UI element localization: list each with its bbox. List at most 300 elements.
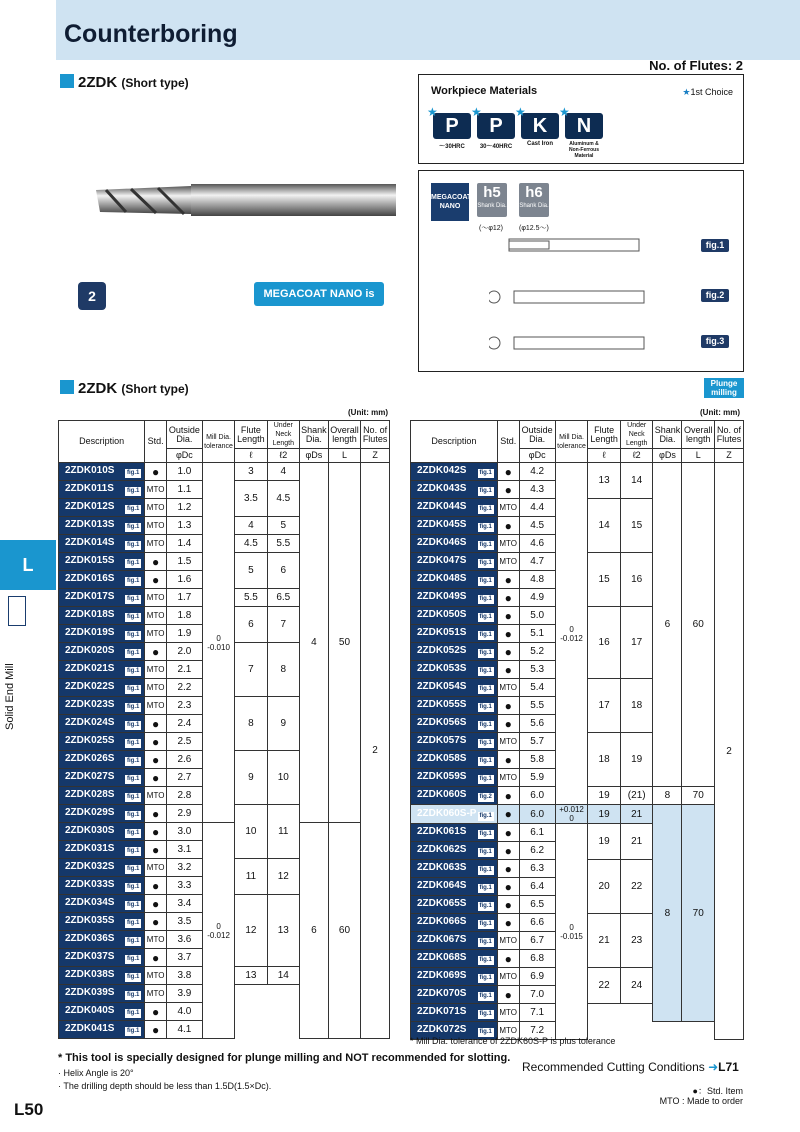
fig-tag: fig.1 — [126, 506, 140, 512]
fig-tag: fig.1 — [479, 740, 492, 746]
outside-dia: 7.2 — [519, 1022, 555, 1040]
neck-length: 4 — [267, 463, 299, 481]
std-mark: ● — [497, 787, 519, 805]
product-code: 2ZDK069S fig.1 — [411, 968, 498, 986]
std-mark: MTO — [145, 517, 167, 535]
square-icon — [60, 74, 74, 88]
fig-tag: fig.1 — [126, 578, 140, 584]
outside-dia: 3.9 — [166, 985, 202, 1003]
product-code: 2ZDK022S fig.1 — [59, 679, 145, 697]
std-mark: MTO — [145, 931, 167, 949]
product-code: 2ZDK012S fig.1 — [59, 499, 145, 517]
fig-tag: fig.1 — [126, 920, 140, 926]
drill-note: · The drilling depth should be less than 1.5D(1.5×Dc). — [58, 1081, 272, 1091]
fig-tag: fig.1 — [479, 885, 492, 891]
shank-dia: 8 — [653, 805, 682, 1022]
col-od: Outside Dia. — [166, 421, 202, 449]
std-mark: MTO — [497, 1022, 519, 1040]
fig-tag: fig.1 — [126, 542, 140, 548]
outside-dia: 4.7 — [519, 553, 555, 571]
outside-dia: 5.9 — [519, 769, 555, 787]
fig-tag: fig.1 — [479, 470, 492, 476]
fig2-label: fig.2 — [701, 289, 729, 302]
std-mark: ● — [145, 715, 167, 733]
shank-dia: 4 — [299, 463, 328, 823]
neck-length: (21) — [620, 787, 653, 805]
flute-length: 16 — [588, 607, 621, 679]
flutes: 2 — [715, 463, 744, 1040]
product-code: 2ZDK067S fig.1 — [411, 932, 498, 950]
product-code: 2ZDK032S fig.1 — [59, 859, 145, 877]
product-code: 2ZDK031S fig.1 — [59, 841, 145, 859]
material-n: ★ N Aluminum & Non-Ferrous Material — [565, 113, 603, 151]
std-mark: ● — [145, 805, 167, 823]
fig-tag: fig.1 — [479, 903, 492, 909]
fig-tag: fig.1 — [126, 596, 140, 602]
std-mark: MTO — [145, 481, 167, 499]
tolerance: 0 -0.012 — [555, 463, 588, 805]
fig-tag: fig.1 — [126, 524, 140, 530]
std-mark: MTO — [497, 535, 519, 553]
fig-tag: fig.1 — [479, 776, 492, 782]
arrow-icon: ➜ — [708, 1060, 719, 1074]
fig-tag: fig.1 — [479, 812, 492, 819]
fig-tag: fig.1 — [479, 849, 492, 855]
product-code: 2ZDK027S fig.1 — [59, 769, 145, 787]
neck-length: 6.5 — [267, 589, 299, 607]
flutes-count: No. of Flutes: 2 — [649, 58, 743, 73]
outside-dia: 5.6 — [519, 715, 555, 733]
product-code: 2ZDK053S fig.1 — [411, 661, 498, 679]
shank-dia: 8 — [653, 787, 682, 805]
outside-dia: 6.0 — [519, 805, 555, 824]
std-mark: MTO — [145, 679, 167, 697]
product-code: 2ZDK061S fig.1 — [411, 824, 498, 842]
std-mark: MTO — [145, 859, 167, 877]
outside-dia: 3.7 — [166, 949, 202, 967]
outside-dia: 3.6 — [166, 931, 202, 949]
col-shank: Shank Dia. — [653, 421, 682, 449]
product-code: 2ZDK046S fig.1 — [411, 535, 498, 553]
std-mark: ● — [145, 733, 167, 751]
outside-dia: 3.3 — [166, 877, 202, 895]
neck-length: 4.5 — [267, 481, 299, 517]
outside-dia: 3.1 — [166, 841, 202, 859]
neck-length: 16 — [620, 553, 653, 607]
fig1-label: fig.1 — [701, 239, 729, 252]
fig-tag: fig.1 — [479, 1029, 492, 1035]
std-mark: ● — [145, 751, 167, 769]
fig-tag: fig.1 — [479, 957, 492, 963]
flutes: 2 — [361, 463, 390, 1039]
h5-badge: h5 Shank Dia. — [477, 183, 507, 217]
col-std: Std. — [145, 421, 167, 463]
fig-tag: fig.1 — [479, 831, 492, 837]
star-icon: ★ — [515, 105, 526, 119]
h6-badge: h6 Shank Dia. — [519, 183, 549, 217]
std-mark: ● — [497, 878, 519, 896]
std-mark: ● — [145, 949, 167, 967]
outside-dia: 2.7 — [166, 769, 202, 787]
outside-dia: 7.0 — [519, 986, 555, 1004]
outside-dia: 4.6 — [519, 535, 555, 553]
std-mark: MTO — [497, 968, 519, 986]
col-neck: Under Neck Length — [267, 421, 299, 449]
neck-length: 14 — [620, 463, 653, 499]
product-code: 2ZDK037S fig.1 — [59, 949, 145, 967]
product-code: 2ZDK068S fig.1 — [411, 950, 498, 968]
outside-dia: 1.2 — [166, 499, 202, 517]
std-mark: ● — [497, 517, 519, 535]
product-code: 2ZDK015S fig.1 — [59, 553, 145, 571]
fig-tag: fig.1 — [479, 867, 492, 873]
outside-dia: 5.2 — [519, 643, 555, 661]
flute-length: 6 — [235, 607, 267, 643]
outside-dia: 3.8 — [166, 967, 202, 985]
std-mark: ● — [145, 823, 167, 841]
product-code: 2ZDK039S fig.1 — [59, 985, 145, 1003]
fig-tag: fig.1 — [126, 488, 140, 494]
fig-tag: fig.1 — [479, 560, 492, 566]
fig-tag: fig.1 — [126, 884, 140, 890]
product-code: 2ZDK054S fig.1 — [411, 679, 498, 697]
product-code: 2ZDK021S fig.1 — [59, 661, 145, 679]
outside-dia: 1.1 — [166, 481, 202, 499]
std-mark: ● — [145, 895, 167, 913]
material-p1: ★ P ～30HRC — [433, 113, 471, 151]
fig3-label: fig.3 — [701, 335, 729, 348]
flute-length: 5 — [235, 553, 267, 589]
std-mark: ● — [497, 571, 519, 589]
fig-tag: fig.1 — [479, 686, 492, 692]
outside-dia: 1.8 — [166, 607, 202, 625]
outside-dia: 1.3 — [166, 517, 202, 535]
outside-dia: 1.4 — [166, 535, 202, 553]
overall-length: 60 — [682, 463, 715, 787]
outside-dia: 4.2 — [519, 463, 555, 481]
outside-dia: 3.5 — [166, 913, 202, 931]
outside-dia: 1.5 — [166, 553, 202, 571]
table-row — [59, 823, 390, 841]
fig-tag: fig.1 — [479, 524, 492, 530]
product-code: 2ZDK035S fig.1 — [59, 913, 145, 931]
outside-dia: 5.1 — [519, 625, 555, 643]
flute-length: 9 — [235, 751, 267, 805]
std-mark: MTO — [145, 985, 167, 1003]
std-mark: ● — [497, 896, 519, 914]
product-code: 2ZDK045S fig.1 — [411, 517, 498, 535]
table-row — [59, 463, 390, 481]
mill-note: * Mill Dia. tolerance of 2ZDK60S-P is plus tolerance — [410, 1036, 616, 1046]
product-code: 2ZDK040S fig.1 — [59, 1003, 145, 1021]
std-mark: MTO — [145, 589, 167, 607]
outside-dia: 2.9 — [166, 805, 202, 823]
fig-tag: fig.1 — [479, 993, 492, 999]
product-code: 2ZDK011S fig.1 — [59, 481, 145, 499]
neck-length: 21 — [620, 805, 653, 824]
tolerance: 0 -0.010 — [202, 463, 234, 823]
fig-tag: fig.1 — [126, 830, 140, 836]
side-tab-l: L — [0, 540, 56, 590]
star-icon: ★ — [559, 105, 570, 119]
product-code: 2ZDK060S-P fig.1 — [411, 805, 498, 824]
neck-length: 5.5 — [267, 535, 299, 553]
flute-length: 4.5 — [235, 535, 267, 553]
neck-length: 6 — [267, 553, 299, 589]
product-code: 2ZDK036S fig.1 — [59, 931, 145, 949]
figure-box — [418, 170, 744, 372]
spec-table-right: Description Std. Outside Dia. Mill Dia. tolerance Flute Length Under Neck Length Shank Dia. Overall length No. of Flutes φDc ℓ ℓ2 φDs L Z 2ZDK042S fig.1 ● 4.2 0 -0.012 13 14 6 60 2 2ZDK043S fig.1 ● 4.3 2ZDK044S fig.1 MTO 4.4 14 15 2ZDK045S fig.1 ● 4.5 2ZDK046S fig.1 MTO 4.6 2ZDK047S fig.1 MTO 4.7 15 16 2ZDK048S fig.1 ● 4.8 2ZDK049S fig.1 ● 4.9 2ZDK050S fig.1 ● 5.0 16 17 2ZDK051S fig.1 ● 5.1 2ZDK052S fig.1 ● 5.2 2ZDK053S fig.1 ● 5.3 2ZDK054S fig.1 MTO 5.4 17 18 2ZDK055S fig.1 ● 5.5 2ZDK056S fig.1 ● 5.6 2ZDK057S fig.1 MTO 5.7 18 19 2ZDK058S fig.1 ● 5.8 2ZDK059S fig.1 MTO 5.9 2ZDK060S fig.2 ● 6.0 19 (21) 8 70 2ZDK060S-P fig.1 ● 6.0 +0.012 0 19 21 8 70 2ZDK061S fig.1 ● 6.1 0 -0.015 19 21 2ZDK062S fig.1 ● 6.2 2ZDK063S fig.1 ● 6.3 20 22 2ZDK064S fig.1 ● 6.4 2ZDK065S fig.1 ● 6.5 2ZDK066S fig.1 ● 6.6 21 23 2ZDK067S fig.1 MTO 6.7 2ZDK068S fig.1 ● 6.8 2ZDK069S fig.1 MTO 6.9 22 24 2ZDK070S fig.1 ● 7.0 2ZDK071S fig.1 MTO 7.1 2ZDK072S fig.1 MTO 7.2 — [410, 420, 744, 1040]
flute-length: 7 — [235, 643, 267, 697]
std-mark: MTO — [145, 697, 167, 715]
product-code: 2ZDK018S fig.1 — [59, 607, 145, 625]
outside-dia: 6.0 — [519, 787, 555, 805]
flute-length: 17 — [588, 679, 621, 733]
std-mark: ● — [145, 913, 167, 931]
flute-length: 3 — [235, 463, 267, 481]
neck-length: 5 — [267, 517, 299, 535]
product-code: 2ZDK056S fig.1 — [411, 715, 498, 733]
unit-left: (Unit: mm) — [348, 408, 388, 417]
fig-tag: fig.1 — [126, 614, 140, 620]
fig-tag: fig.1 — [479, 758, 492, 764]
std-mark: ● — [145, 553, 167, 571]
neck-length: 10 — [267, 751, 299, 805]
product-code: 2ZDK016S fig.1 — [59, 571, 145, 589]
product-code: 2ZDK063S fig.1 — [411, 860, 498, 878]
flute-length: 13 — [235, 967, 267, 985]
helix-note: · Helix Angle is 20° — [58, 1068, 134, 1078]
std-mark: MTO — [145, 967, 167, 985]
col-description: Description — [59, 421, 145, 463]
product-code: 2ZDK052S fig.1 — [411, 643, 498, 661]
flute-length: 3.5 — [235, 481, 267, 517]
outside-dia: 2.6 — [166, 751, 202, 769]
fig-tag: fig.1 — [479, 488, 492, 494]
overall-length: 50 — [328, 463, 360, 823]
std-mark: ● — [145, 877, 167, 895]
std-mark: ● — [497, 661, 519, 679]
tool-image — [96, 170, 396, 230]
fig-tag: fig.1 — [126, 992, 140, 998]
material-p2: ★ P 30～40HRC — [477, 113, 515, 151]
section-title-1: 2ZDK (Short type) — [60, 74, 189, 91]
std-mark: ● — [145, 769, 167, 787]
col-description: Description — [411, 421, 498, 463]
megacoat-applied: MEGACOAT NANO is applied — [254, 282, 384, 306]
outside-dia: 3.4 — [166, 895, 202, 913]
h5-caption: (～φ12) — [479, 225, 503, 232]
fig-tag: fig.1 — [479, 704, 492, 710]
product-code: 2ZDK062S fig.1 — [411, 842, 498, 860]
fig-tag: fig.1 — [126, 956, 140, 962]
product-code: 2ZDK024S fig.1 — [59, 715, 145, 733]
flute-length: 12 — [235, 895, 267, 967]
outside-dia: 5.8 — [519, 751, 555, 769]
std-mark: ● — [497, 625, 519, 643]
page-number: L50 — [14, 1100, 44, 1119]
neck-length: 18 — [620, 679, 653, 733]
fig-tag: fig.1 — [126, 812, 140, 818]
flute-length: 14 — [588, 499, 621, 553]
product-code: 2ZDK029S fig.1 — [59, 805, 145, 823]
std-mark: ● — [497, 751, 519, 769]
mto-legend: MTO : Made to order — [659, 1096, 743, 1106]
col-neck: Under Neck Length — [620, 421, 653, 449]
outside-dia: 6.1 — [519, 824, 555, 842]
page-title: Counterboring — [64, 20, 238, 48]
std-mark: ● — [145, 1003, 167, 1021]
neck-length: 12 — [267, 859, 299, 895]
outside-dia: 6.4 — [519, 878, 555, 896]
std-mark: ● — [497, 950, 519, 968]
overall-length: 70 — [682, 805, 715, 1022]
col-od: Outside Dia. — [519, 421, 555, 449]
outside-dia: 4.0 — [166, 1003, 202, 1021]
outside-dia: 5.5 — [519, 697, 555, 715]
main-note: * This tool is specially designed for plunge milling and NOT recommended for slotting. — [58, 1052, 511, 1064]
outside-dia: 4.8 — [519, 571, 555, 589]
overall-length: 60 — [328, 823, 360, 1039]
outside-dia: 6.9 — [519, 968, 555, 986]
std-mark: ● — [497, 860, 519, 878]
product-code: 2ZDK044S fig.1 — [411, 499, 498, 517]
std-legend: ●：Std. Item — [692, 1086, 743, 1096]
col-shank: Shank Dia. — [299, 421, 328, 449]
outside-dia: 4.9 — [519, 589, 555, 607]
std-mark: MTO — [497, 1004, 519, 1022]
fig-tag: fig.1 — [479, 578, 492, 584]
workpiece-materials — [418, 74, 744, 164]
fig-tag: fig.1 — [126, 650, 140, 656]
flute-length: 22 — [588, 968, 621, 1004]
std-mark: MTO — [497, 932, 519, 950]
product-code: 2ZDK019S fig.1 — [59, 625, 145, 643]
fig-tag: fig.1 — [479, 632, 492, 638]
square-icon — [60, 380, 74, 394]
shank-dia: 6 — [653, 463, 682, 787]
flute-length: 19 — [588, 805, 621, 824]
fig-tag: fig.1 — [126, 560, 140, 566]
flute-length: 4 — [235, 517, 267, 535]
outside-dia: 4.4 — [519, 499, 555, 517]
tool-drawings — [489, 233, 689, 365]
shank-dia: 6 — [299, 823, 328, 1039]
outside-dia: 4.1 — [166, 1021, 202, 1039]
end-mill-icon — [8, 596, 26, 626]
neck-length: 11 — [267, 805, 299, 859]
product-code: 2ZDK013S fig.1 — [59, 517, 145, 535]
product-code: 2ZDK014S fig.1 — [59, 535, 145, 553]
std-mark: ● — [497, 589, 519, 607]
fig-tag: fig.1 — [479, 542, 492, 548]
fig-tag: fig.1 — [479, 1011, 492, 1017]
std-mark: ● — [145, 463, 167, 481]
workpiece-title: Workpiece Materials — [431, 85, 538, 97]
flute-length: 5.5 — [235, 589, 267, 607]
std-mark: ● — [497, 805, 519, 824]
fig-tag: fig.1 — [479, 939, 492, 945]
product-code: 2ZDK025S fig.1 — [59, 733, 145, 751]
flutes-badge: 2 — [78, 282, 106, 310]
product-code: 2ZDK059S fig.1 — [411, 769, 498, 787]
std-mark: ● — [145, 1021, 167, 1039]
flute-length: 19 — [588, 824, 621, 860]
neck-length: 24 — [620, 968, 653, 1004]
neck-length: 8 — [267, 643, 299, 697]
col-nof: No. of Flutes — [715, 421, 744, 449]
fig-tag: fig.1 — [479, 650, 492, 656]
flute-length: 15 — [588, 553, 621, 607]
flute-length: 11 — [235, 859, 267, 895]
col-mill: Mill Dia. tolerance — [202, 421, 234, 463]
product-code: 2ZDK043S fig.1 — [411, 481, 498, 499]
fig-tag: fig.1 — [126, 974, 140, 980]
h6-caption: (φ12.5～) — [519, 225, 549, 232]
neck-length: 17 — [620, 607, 653, 679]
product-code: 2ZDK042S fig.1 — [411, 463, 498, 481]
outside-dia: 5.7 — [519, 733, 555, 751]
std-mark: MTO — [497, 769, 519, 787]
outside-dia: 2.4 — [166, 715, 202, 733]
megacoat-badge: MEGACOAT NANO — [431, 183, 469, 221]
fig-tag: fig.1 — [126, 776, 140, 782]
std-mark: MTO — [497, 499, 519, 517]
std-mark: MTO — [145, 787, 167, 805]
fig-tag: fig.1 — [126, 722, 140, 728]
side-label: Solid End Mill — [4, 663, 16, 730]
std-mark: ● — [145, 571, 167, 589]
fig-tag: fig.1 — [126, 1028, 140, 1034]
product-code: 2ZDK071S fig.1 — [411, 1004, 498, 1022]
col-overall: Overall length — [328, 421, 360, 449]
recommended-link[interactable]: Recommended Cutting Conditions ➜L71 — [522, 1060, 739, 1074]
neck-length: 23 — [620, 914, 653, 968]
col-flute: Flute Length — [588, 421, 621, 449]
outside-dia: 2.0 — [166, 643, 202, 661]
outside-dia: 2.3 — [166, 697, 202, 715]
tolerance: +0.012 0 — [555, 805, 588, 824]
std-mark: ● — [497, 463, 519, 481]
product-code: 2ZDK010S fig.1 — [59, 463, 145, 481]
product-code: 2ZDK030S fig.1 — [59, 823, 145, 841]
product-code: 2ZDK048S fig.1 — [411, 571, 498, 589]
neck-length: 19 — [620, 733, 653, 787]
outside-dia: 1.7 — [166, 589, 202, 607]
fig-tag: fig.1 — [479, 614, 492, 620]
product-code: 2ZDK020S fig.1 — [59, 643, 145, 661]
std-mark: ● — [145, 643, 167, 661]
col-flute: Flute Length — [235, 421, 267, 449]
std-mark: MTO — [497, 553, 519, 571]
product-code: 2ZDK070S fig.1 — [411, 986, 498, 1004]
std-mark: ● — [497, 715, 519, 733]
fig-tag: fig.1 — [126, 794, 140, 800]
fig-tag: fig.1 — [126, 866, 140, 872]
outside-dia: 7.1 — [519, 1004, 555, 1022]
product-code: 2ZDK050S fig.1 — [411, 607, 498, 625]
outside-dia: 3.0 — [166, 823, 202, 841]
std-mark: ● — [145, 841, 167, 859]
product-code: 2ZDK065S fig.1 — [411, 896, 498, 914]
std-mark: MTO — [145, 607, 167, 625]
outside-dia: 6.3 — [519, 860, 555, 878]
section-title-2: 2ZDK (Short type) — [60, 380, 189, 397]
neck-length: 9 — [267, 697, 299, 751]
product-code: 2ZDK047S fig.1 — [411, 553, 498, 571]
std-mark: ● — [497, 607, 519, 625]
outside-dia: 6.6 — [519, 914, 555, 932]
